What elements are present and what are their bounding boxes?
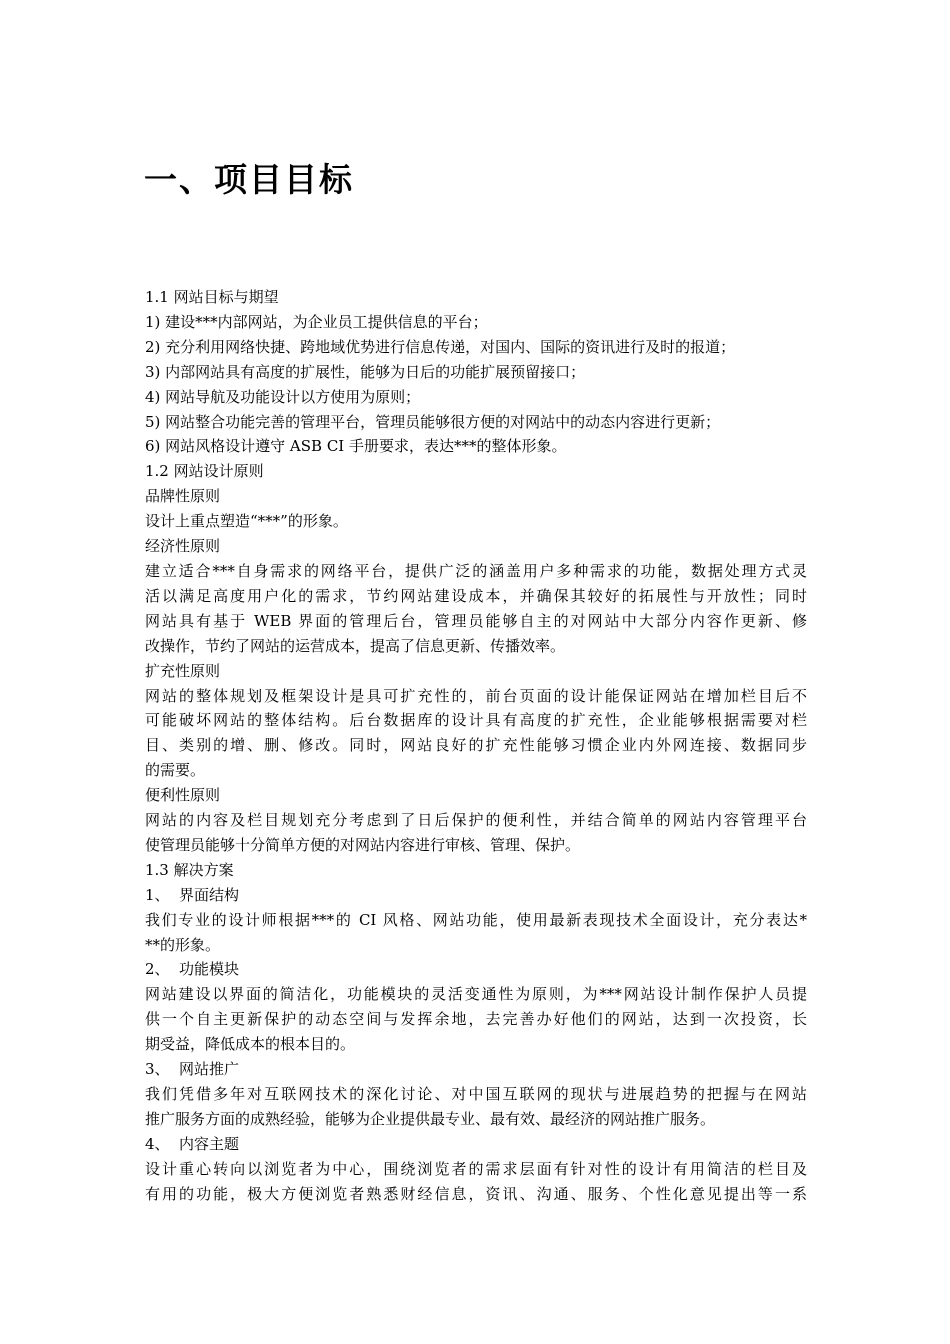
principle-title-extend: 扩充性原则	[145, 661, 221, 680]
section-heading-1-3: 1.3 解决方案	[145, 860, 234, 879]
section-heading-1-2: 1.2 网站设计原则	[145, 462, 264, 481]
solution-number: 4、	[145, 1134, 170, 1153]
document-body	[145, 285, 807, 1207]
solution-title: 功能模块	[179, 960, 240, 979]
economy-line: 活以满足高度用户化的需求，节约网站建设成本，并确保其较好的拓展性与开放性；同时	[145, 586, 807, 605]
solution-number: 1、	[145, 885, 170, 904]
solution-title: 内容主题	[179, 1134, 240, 1153]
extend-line: 的需要。	[145, 761, 206, 780]
solution-number: 2、	[145, 960, 170, 979]
solution-line: 推广服务方面的成熟经验，能够为企业提供最专业、最有效、最经济的网站推广服务。	[145, 1109, 716, 1128]
solution-title: 界面结构	[179, 885, 240, 904]
solution-line: 我们专业的设计师根据***的 CI 风格、网站功能，使用最新表现技术全面设计，充分表达*	[145, 910, 807, 929]
extend-line: 目、类别的增、删、修改。同时，网站良好的扩充性能够习惯企业内外网连接、数据同步	[145, 736, 807, 755]
economy-line: 网站具有基于 WEB 界面的管理后台，管理员能够自主的对网站中大部分内容作更新、修	[145, 611, 807, 630]
economy-line: 建立适合***自身需求的网络平台，提供广泛的涵盖用户多种需求的功能，数据处理方式灵	[145, 561, 807, 580]
solution-title: 网站推广	[179, 1060, 240, 1079]
principle-text-brand: 设计上重点塑造“***”的形象。	[145, 512, 348, 531]
solution-heading-4	[145, 1132, 807, 1157]
principle-title-convenience: 便利性原则	[145, 786, 221, 805]
solution-line: 供一个自主更新保护的动态空间与发挥余地，去完善办好他们的网站，达到一次投资，长	[145, 1010, 807, 1029]
solution-line: 期受益，降低成本的根本目的。	[145, 1035, 356, 1054]
solution-line: 有用的功能，极大方便浏览者熟悉财经信息，资讯、沟通、服务、个性化意见提出等一系	[145, 1184, 807, 1203]
section-heading-1-1: 1.1 网站目标与期望	[145, 288, 279, 306]
solution-number: 3、	[145, 1060, 170, 1079]
goal-item-3: 3) 内部网站具有高度的扩展性，能够为日后的功能扩展预留接口；	[145, 362, 586, 381]
solution-line: 我们凭借多年对互联网技术的深化讨论、对中国互联网的现状与进展趋势的把握与在网站	[145, 1085, 807, 1103]
solution-line: 网站建设以界面的简洁化，功能模块的灵活变通性为原则，为***网站设计制作保护人员提	[145, 985, 807, 1004]
extend-line: 网站的整体规划及框架设计是具可扩充性的，前台页面的设计能保证网站在增加栏目后不	[145, 686, 807, 705]
page-title: 一、项目目标	[144, 160, 354, 199]
goal-item-4: 4) 网站导航及功能设计以方使用为原则；	[145, 387, 421, 406]
economy-line: 改操作，节约了网站的运营成本，提高了信息更新、传播效率。	[145, 636, 566, 655]
goal-item-1: 1) 建设***内部网站，为企业员工提供信息的平台；	[145, 312, 488, 331]
goal-item-6: 6) 网站风格设计遵守 ASB CI 手册要求，表达***的整体形象。	[145, 437, 567, 456]
solution-heading-3	[145, 1057, 807, 1082]
extend-line: 可能破坏网站的整体结构。后台数据库的设计具有高度的扩充性，企业能够根据需要对栏	[145, 711, 807, 730]
solution-heading-1	[145, 883, 807, 908]
principle-title-economy: 经济性原则	[145, 537, 221, 556]
solution-line: **的形象。	[145, 935, 221, 954]
solution-heading-2	[145, 957, 807, 982]
solution-line: 设计重心转向以浏览者为中心，围绕浏览者的需求层面有针对性的设计有用简洁的栏目及	[145, 1159, 807, 1178]
convenience-line: 使管理员能够十分简单方便的对网站内容进行审核、管理、保护。	[145, 835, 581, 854]
goal-item-5: 5) 网站整合功能完善的管理平台，管理员能够很方便的对网站中的动态内容进行更新；	[145, 412, 721, 431]
goal-item-2: 2) 充分利用网络快捷、跨地域优势进行信息传递，对国内、国际的资讯进行及时的报道；	[145, 337, 736, 356]
convenience-line: 网站的内容及栏目规划充分考虑到了日后保护的便利性，并结合简单的网站内容管理平台	[145, 811, 807, 830]
principle-title-brand: 品牌性原则	[145, 487, 221, 506]
